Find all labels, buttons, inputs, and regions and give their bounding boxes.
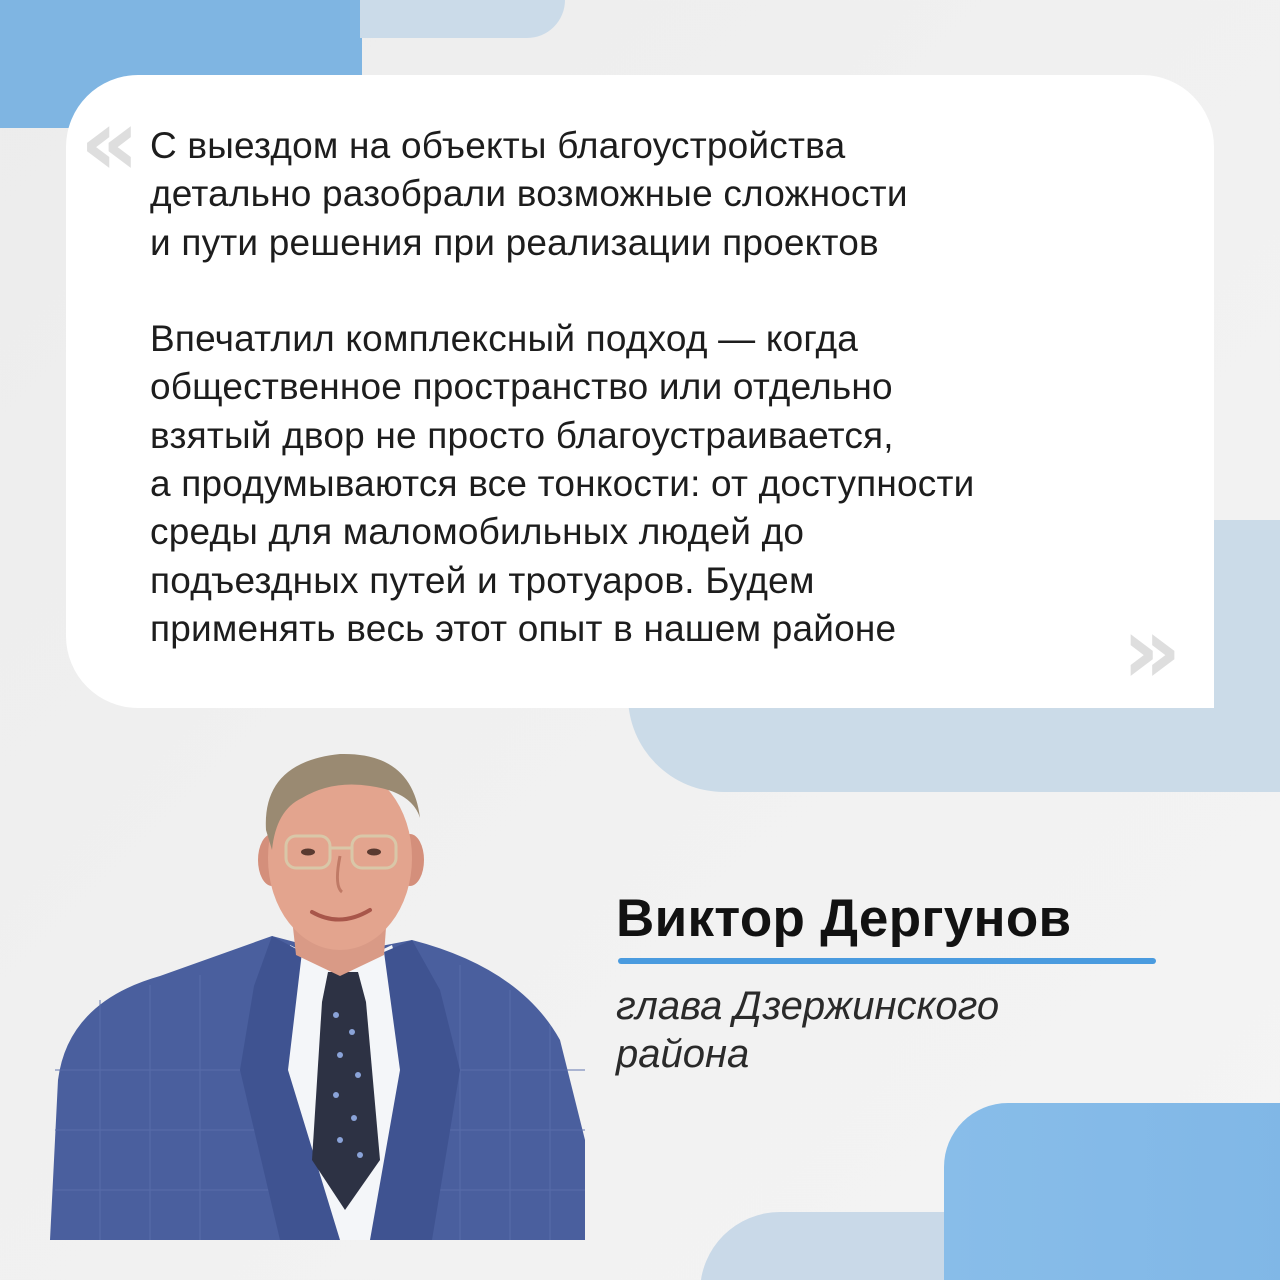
name-underline — [618, 958, 1156, 964]
person-title: глава Дзержинского района — [616, 984, 1000, 1076]
portrait-photo — [40, 740, 600, 1240]
open-quote-icon: « — [80, 89, 140, 196]
quote-text: С выездом на объекты благоустройства детально разобрали возможные сложности и пути решения при реализации проектов Впечатлил комплексный подход — когда общественное пространство или отдельно взятый двор не просто благоустраивается, а продумываются все тонкости: от доступности среды для маломобильных людей до подъездных путей и тротуаров. Будем применять весь этот опыт в нашем районе — [150, 125, 975, 649]
quote-card — [66, 75, 1214, 708]
decor-top-light-block — [360, 0, 565, 38]
person-name: Виктор Дергунов — [616, 889, 1072, 948]
decor-bottom-right-block — [944, 1103, 1280, 1280]
close-quote-icon: » — [1122, 597, 1182, 704]
